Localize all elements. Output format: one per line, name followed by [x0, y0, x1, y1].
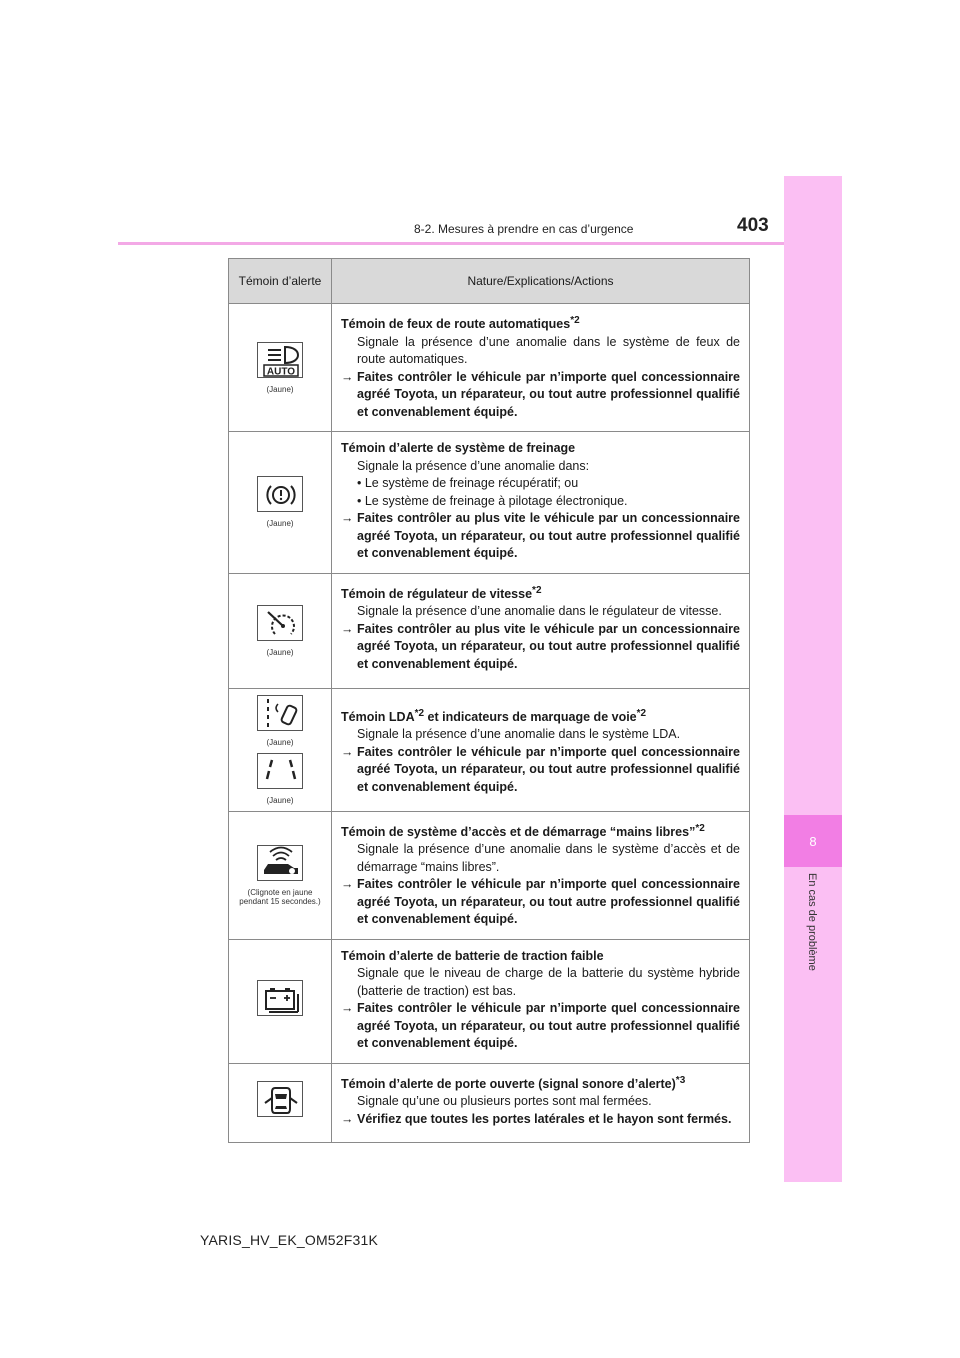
- row-title: Témoin d’alerte de porte ouverte (signal sonore d’alerte)$^{*3}$: [341, 1074, 686, 1091]
- svg-text:AUTO: AUTO: [266, 366, 296, 378]
- warning-lights-table: [228, 258, 750, 1143]
- row-title: Témoin d’alerte de batterie de traction faible: [341, 948, 604, 963]
- table-row: [229, 573, 750, 688]
- row-text: Signale la présence d’une anomalie dans:: [357, 458, 590, 473]
- row-action: → Faites contrôler au plus vite le véhicule par un concessionnaire agréé Toyota, un réparateur, ou tout autre professionnel qualifié et convenablement équipé.: [341, 511, 740, 561]
- row-title: Témoin de système d’accès et de démarrage “mains libres”$^{*2}$: [341, 822, 705, 839]
- description-cell: [332, 1063, 750, 1142]
- description-cell: [332, 304, 750, 432]
- chapter-title: En cas de problème: [806, 873, 818, 971]
- table-row: [229, 688, 750, 811]
- table-row: [229, 304, 750, 432]
- row-text: Signale la présence d’une anomalie dans le régulateur de vitesse.: [357, 604, 722, 619]
- table-header-row: [229, 259, 750, 304]
- description-cell: [332, 573, 750, 688]
- table-row: [229, 939, 750, 1063]
- section-title: 8-2. Mesures à prendre en cas d’urgence: [414, 222, 634, 236]
- page-number: 403: [737, 215, 769, 236]
- description-cell: [332, 811, 750, 939]
- table-row: [229, 811, 750, 939]
- traction-battery-icon: [257, 980, 303, 1016]
- icon-cell: [229, 573, 332, 688]
- chapter-number: 8: [784, 815, 842, 867]
- icon-caption: (Jaune): [266, 384, 294, 394]
- brake-system-icon: [257, 476, 303, 512]
- icon-cell: [229, 304, 332, 432]
- row-action: → Vérifiez que toutes les portes latérales et le hayon sont fermés.: [341, 1111, 732, 1126]
- smart-entry-icon: [257, 845, 303, 881]
- row-text: Signale qu’une ou plusieurs portes sont mal fermées.: [357, 1094, 652, 1109]
- lda-icon: [257, 695, 303, 731]
- icon-cell: [229, 432, 332, 574]
- description-cell: [332, 688, 750, 811]
- row-action: → Faites contrôler le véhicule par n’importe quel concessionnaire agréé Toyota, un réparateur, ou tout autre professionnel qualifié et convenablement équipé.: [341, 744, 740, 794]
- lane-marking-icon: [257, 753, 303, 789]
- description-cell: [332, 432, 750, 574]
- row-title: Témoin de régulateur de vitesse$^{*2}$: [341, 584, 542, 601]
- row-title: Témoin d’alerte de système de freinage: [341, 441, 576, 456]
- icon-caption: (Jaune): [266, 519, 294, 529]
- col-header-icon: Témoin d’alerte: [229, 259, 332, 304]
- bullet-item: • Le système de freinage à pilotage électronique.: [357, 493, 628, 508]
- row-action: → Faites contrôler le véhicule par n’importe quel concessionnaire agréé Toyota, un réparateur, ou tout autre professionnel qualifié et convenablement équipé.: [341, 877, 740, 927]
- cruise-control-icon: [257, 605, 303, 641]
- row-title: Témoin LDA$^{*2}$ et indicateurs de marquage de voie$^{*2}$: [341, 707, 647, 724]
- icon-cell: [229, 811, 332, 939]
- icon-caption: (Jaune): [266, 647, 294, 657]
- icon-cell: [229, 688, 332, 811]
- table-row: [229, 1063, 750, 1142]
- bullet-item: • Le système de freinage récupératif; ou: [357, 476, 579, 491]
- row-text: Signale la présence d’une anomalie dans le système de feux de route automatiques.: [357, 334, 740, 367]
- door-open-icon: [257, 1081, 303, 1117]
- document-code: YARIS_HV_EK_OM52F31K: [200, 1232, 379, 1248]
- col-header-nature: Nature/Explications/Actions: [332, 259, 750, 304]
- header-rule: [118, 242, 784, 245]
- row-action: → Faites contrôler au plus vite le véhicule par un concessionnaire agréé Toyota, un réparateur, ou tout autre professionnel qualifié et convenablement équipé.: [341, 621, 740, 671]
- description-cell: [332, 939, 750, 1063]
- icon-caption: (Clignote en jaune pendant 15 secondes.): [239, 887, 321, 906]
- icon-cell: [229, 939, 332, 1063]
- chapter-side-tab: [784, 176, 842, 1182]
- row-text: Signale la présence d’une anomalie dans le système d’accès et de démarrage “mains libres”.: [357, 842, 740, 874]
- icon-caption: (Jaune): [266, 795, 294, 805]
- row-action: → Faites contrôler le véhicule par n’importe quel concessionnaire agréé Toyota, un réparateur, ou tout autre professionnel qualifié et convenablement équipé.: [341, 1001, 740, 1051]
- row-text: Signale que le niveau de charge de la batterie du système hybride (batterie de traction) est bas.: [357, 966, 740, 998]
- row-action: → Faites contrôler le véhicule par n’importe quel concessionnaire agréé Toyota, un réparateur, ou tout autre professionnel qualifié et convenablement équipé.: [341, 369, 740, 419]
- row-title: Témoin de feux de route automatiques$^{*2}$: [341, 315, 580, 332]
- icon-caption: (Jaune): [266, 737, 294, 747]
- row-text: Signale la présence d’une anomalie dans le système LDA.: [357, 727, 681, 742]
- table-row: [229, 432, 750, 574]
- icon-cell: [229, 1063, 332, 1142]
- auto-high-beam-icon: [257, 342, 303, 378]
